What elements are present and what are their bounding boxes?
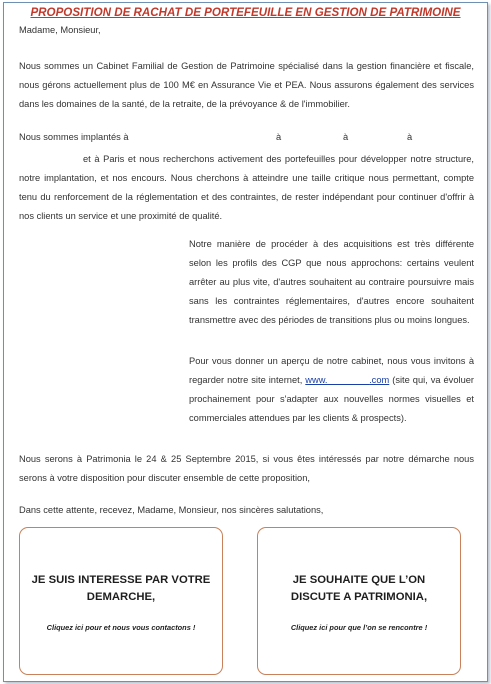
location-a2: à [343, 132, 349, 142]
website-paragraph [189, 352, 474, 428]
locations-start: Nous sommes implantés à [19, 132, 129, 142]
intro-paragraph: Nous sommes un Cabinet Familial de Gestion de Patrimoine spécialisé dans la gestion financière et fiscale, nous gérons actuellement plus de 100 M€ en Assurance Vie et PEA. Nous assurons également des services dans les domaines de la santé, de la retraite, de la prévoyance & de l'immobilier. [19, 61, 474, 109]
salutation: Madame, Monsieur, [19, 25, 101, 35]
website-note: (site qui, va évoluer prochainement pour s'adapter aux nouvelles normes visuelles et commerciales attendues par les clients & prospects). [189, 375, 475, 423]
interested-cta-box[interactable] [19, 527, 223, 675]
contact-us-link[interactable]: Cliquez ici pour et nous vous contactons ! [46, 623, 196, 632]
closing-greeting: Dans cette attente, recevez, Madame, Monsieur, nos sincères salutations, [19, 505, 324, 515]
location-a1: à [276, 132, 282, 142]
interested-cta-title: JE SUIS INTERESSE PAR VOTRE DEMARCHE, [31, 574, 211, 603]
growth-paragraph: et à Paris et nous recherchons activement des portefeuilles pour développer notre structure, notre implantation, et nos encours. Nous cherchons à atteindre une taille critique nous permettant, compte tenu du renforcement de la réglementation et des contraintes, de rester indépendant pour continuer d'offrir à nos clients un service et une proximité de qualité. [19, 154, 474, 221]
patrimonia-paragraph: Nous serons à Patrimonia le 24 & 25 Septembre 2015, si vous êtes intéressés par notre démarche nous serons à votre disposition pour discuter ensemble de cette proposition, [19, 454, 474, 483]
website-link[interactable]: www. .com [305, 375, 390, 385]
location-a3: à [407, 132, 413, 142]
meet-link[interactable]: Cliquez ici pour que l’on se rencontre ! [290, 623, 428, 632]
website-intro: Pour vous donner un aperçu de notre cabinet, nous vous invitons à regarder notre site internet, [189, 356, 474, 385]
meet-cta-box[interactable] [257, 527, 461, 675]
acquisition-paragraph: Notre manière de procéder à des acquisitions est très différente selon les profils des CGP que nous approchons: certains veulent arrêter au plus vite, d'autres souhaitent au contraire poursuivre mais sans les contraintes réglementaires, d'autres encore souhaitent transmettre avec des périodes de transitions plus ou moins longues. [189, 239, 474, 325]
meet-cta-title: JE SOUHAITE QUE L’ON DISCUTE A PATRIMONIA, [290, 574, 428, 603]
letter-frame [3, 2, 488, 682]
page-title: PROPOSITION DE RACHAT DE PORTEFEUILLE EN GESTION DE PATRIMOINE [30, 6, 461, 19]
